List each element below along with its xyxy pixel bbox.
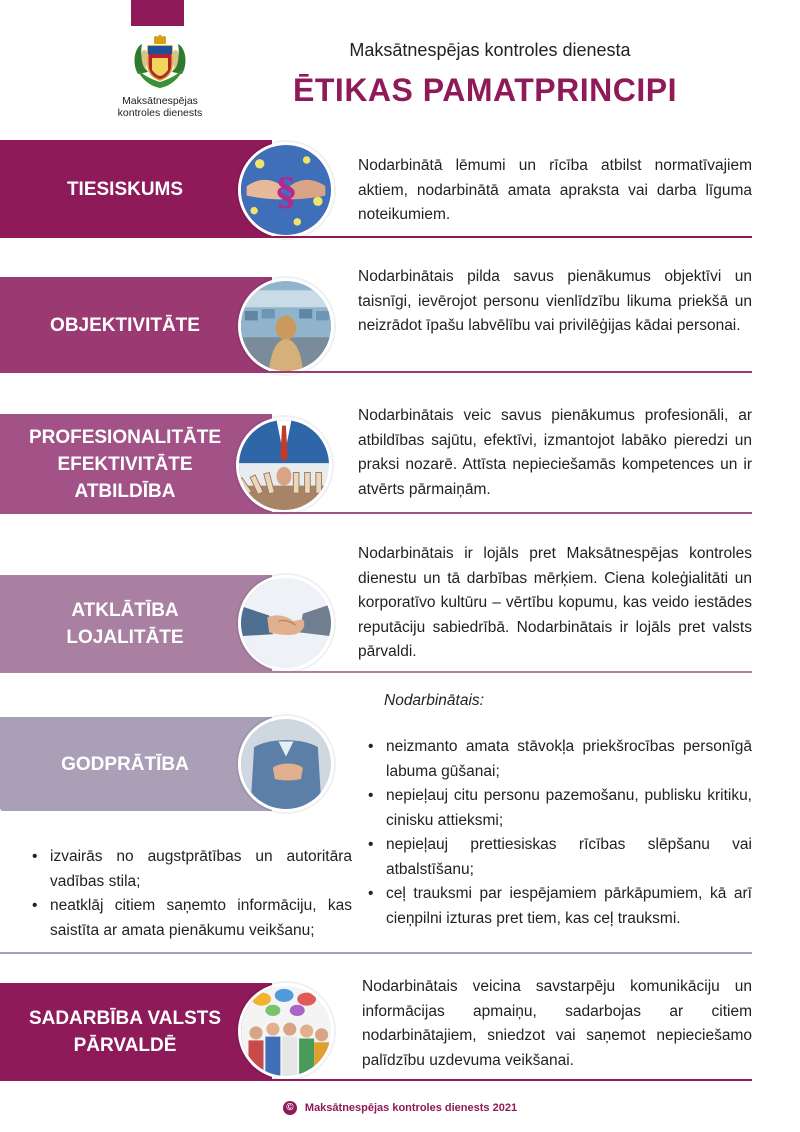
logo xyxy=(112,34,208,119)
divider xyxy=(0,512,752,514)
divider xyxy=(0,371,752,373)
section-label: PROFESIONALITĀTE xyxy=(28,426,222,448)
top-accent-tab xyxy=(131,0,184,26)
section-band-profesionalitate xyxy=(0,414,272,514)
logo-text-line-2: kontroles dienests xyxy=(117,107,203,119)
footer xyxy=(0,1101,800,1115)
divider xyxy=(0,952,752,954)
divider xyxy=(0,1079,752,1081)
list-item: • ceļ trauksmi par iespējamiem pārkāpumiem, kā arī cieņpilni izturas pret tiem, kas ceļ trauksmi. xyxy=(368,882,752,931)
bullet-list-left xyxy=(32,845,352,943)
person-in-office-image xyxy=(238,278,334,374)
coat-of-arms-icon xyxy=(132,34,188,92)
footer-text: Maksātnespējas kontroles dienests 2021 xyxy=(304,1102,518,1114)
section-band-godpratiba xyxy=(0,717,272,811)
copyright-icon: © xyxy=(283,1101,297,1115)
logo-text-line-1: Maksātnespējas xyxy=(122,95,198,107)
section-band-sadarbiba xyxy=(0,983,272,1081)
stopping-dominoes-image xyxy=(236,417,332,513)
law-paragraph-handshake-image xyxy=(238,142,334,238)
svg-text:§: § xyxy=(276,170,296,214)
bullet-list-right xyxy=(368,735,752,931)
section-label: SADARBĪBA VALSTS xyxy=(28,1008,222,1029)
divider xyxy=(0,671,752,673)
page-title: ĒTIKAS PAMATPRINCIPI xyxy=(293,72,677,108)
divider xyxy=(0,236,752,238)
section-text-atklatiba: Nodarbinātais ir lojāls pret Maksātnespējas kontroles dienestu un tā darbības mērķiem. Ciena koleģialitāti un korporatīvo kultūru – vērtību kopumu, kas veido iestādes reputāciju sabiedrībā. Nodarbinātais ir lojāls pret valsts pārvaldi. xyxy=(358,545,752,660)
hand-on-heart-image xyxy=(238,716,334,812)
section-band-objektivitate xyxy=(0,277,272,373)
section-label: TIESISKUMS xyxy=(66,178,184,200)
section-band-tiesiskums xyxy=(0,140,272,238)
list-item: • neatklāj citiem saņemto informāciju, kas saistīta ar amata pienākumu veikšanu; xyxy=(32,894,352,943)
handshake-image xyxy=(238,575,334,671)
list-item: • neizmanto amata stāvokļa priekšrocības personīgā labuma gūšanai; xyxy=(368,735,752,784)
section-label: ATKLĀTĪBA xyxy=(71,600,179,621)
section-text-profesionalitate: Nodarbinātais veic savus pienākumus profesionāli, ar atbildības sajūtu, efektīvi, izmantojot labāko pieredzi un praksi nozarē. Attīsta nepieciešamās kompetences un ir atvērts pārmaiņām. xyxy=(358,407,752,498)
section-band-atklatiba xyxy=(0,575,272,673)
header-subtitle: Maksātnespējas kontroles dienesta xyxy=(349,40,631,60)
section-label: ATBILDĪBA xyxy=(74,480,176,502)
section-label: GODPRĀTĪBA xyxy=(61,753,189,775)
list-item: • izvairās no augstprātības un autoritāra vadības stila; xyxy=(32,845,352,894)
section-text-sadarbiba: Nodarbinātais veicina savstarpēju komunikāciju un informācijas apmaiņu, sadarbojas ar citiem nodarbinātajiem, sniedzot vai saņemot nepieciešamo palīdzību uzdevuma veikšanai. xyxy=(362,978,752,1069)
section-intro-godpratiba: Nodarbinātais: xyxy=(384,692,484,709)
list-item: • nepieļauj prettiesiskas rīcības slēpšanu vai atbalstīšanu; xyxy=(368,833,752,882)
section-text-tiesiskums: Nodarbinātā lēmumi un rīcība atbilst normatīvajiem aktiem, nodarbinātā amata apraksta vai darba līguma noteikumiem. xyxy=(358,157,752,223)
team-speech-bubbles-image xyxy=(238,983,334,1079)
section-label: LOJALITĀTE xyxy=(66,627,184,648)
section-label: PĀRVALDĒ xyxy=(73,1035,177,1056)
section-label: EFEKTIVITĀTE xyxy=(57,453,193,475)
section-text-objektivitate: Nodarbinātais pilda savus pienākumus objektīvi un taisnīgi, ievērojot personu vienlīdzību likuma priekšā un neizrādot īpašu labvēlību vai privilēģijas kādai personai. xyxy=(358,268,752,334)
list-item: • nepieļauj citu personu pazemošanu, publisku kritiku, cinisku attieksmi; xyxy=(368,784,752,833)
section-label: OBJEKTIVITĀTE xyxy=(50,314,200,336)
